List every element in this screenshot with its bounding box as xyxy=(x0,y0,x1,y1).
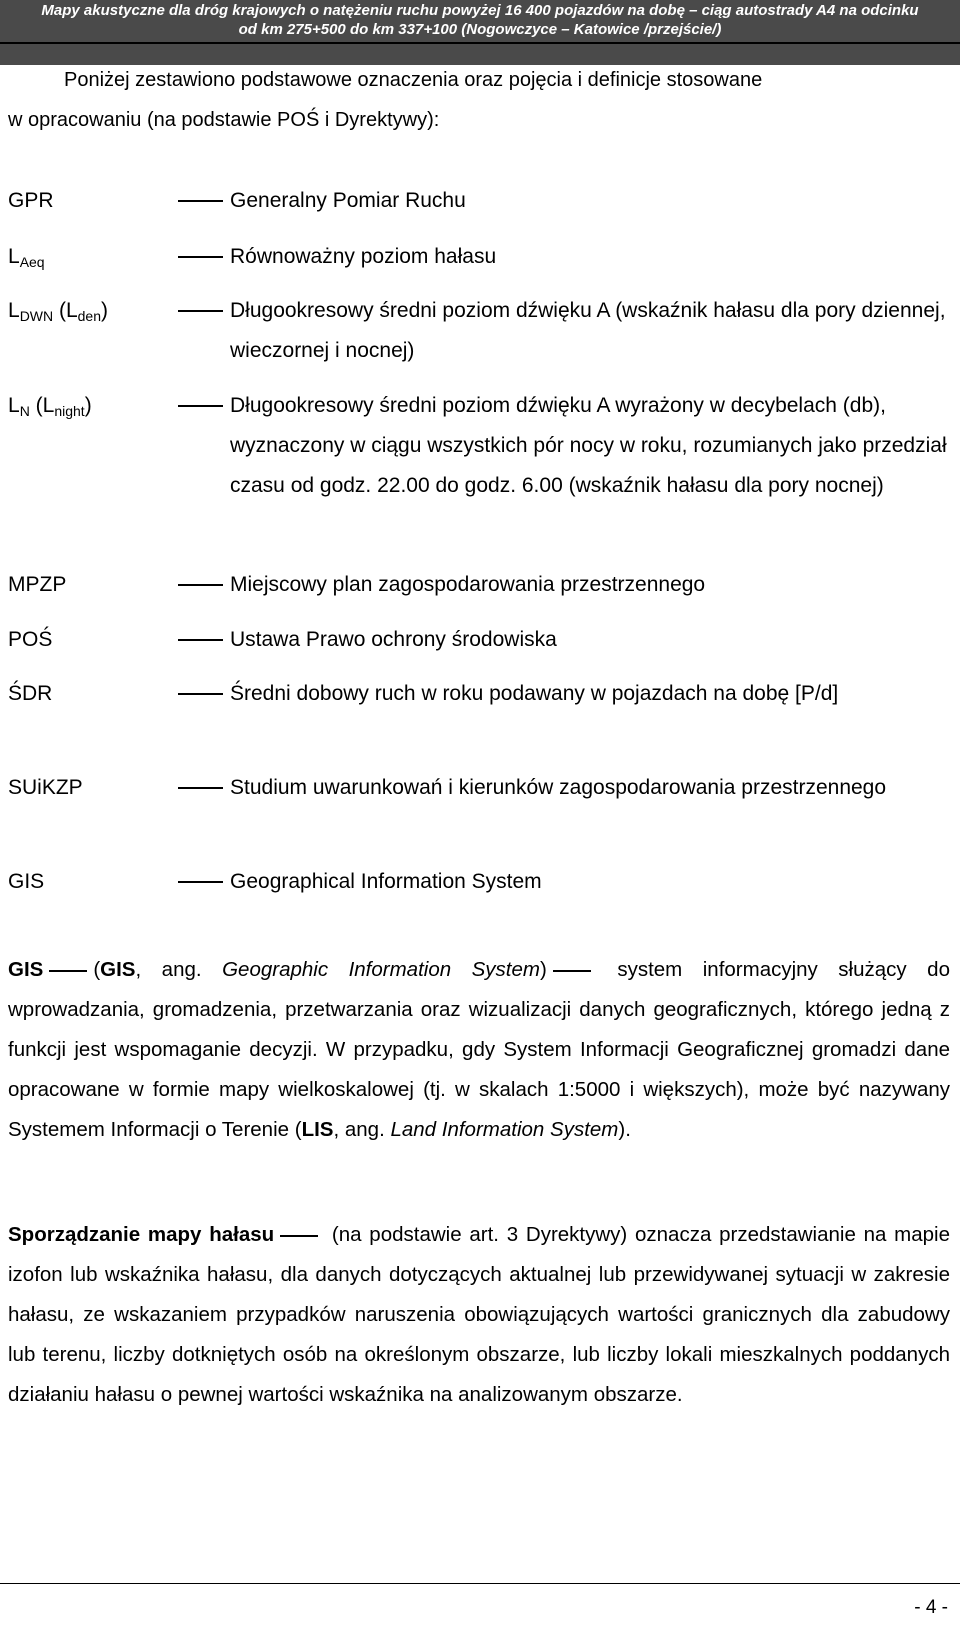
inline-dash xyxy=(553,970,591,972)
term-definition: Długookresowy średni poziom dźwięku A (wskaźnik hałasu dla pory dziennej, wieczornej i nocnej) xyxy=(230,299,946,362)
term-dash xyxy=(178,693,223,695)
term-label: $L_N$ $(L_{night})$ xyxy=(8,394,92,419)
term-definition: Równoważny poziom hałasu xyxy=(230,245,497,268)
term-definition: Studium uwarunkowań i kierunków zagospodarowania przestrzennego xyxy=(230,776,887,799)
noise-mapping-paragraph: Sporządzanie mapy hałasu (na podstawie art. 3 Dyrektywy) oznacza przedstawianie na mapie izofon lub wskaźnika hałasu, dla danych dotyczących aktualnej lub przewidywanej sytuacji w zakresie hałasu, ze wskazaniem przypadków naruszenia obowiązujących wartości granicznych dla zabudowy lub terenu, liczby dotkniętych osób na określonym obszarze, lub liczby lokali mieszkalnych poddanych działaniu hałasu o pewnej wartości wskaźnika na analizowanym obszarze. xyxy=(8,1223,951,1406)
inline-dash xyxy=(49,970,87,972)
header-title-line-1: Mapy akustyczne dla dróg krajowych o natężeniu ruchu powyżej 16 400 pojazdów na dobę – ciąg autostrady A4 na odcinku xyxy=(41,2,919,19)
gis-paragraph: GIS (GIS, ang. Geographic Information System) system informacyjny służący do wprowadzania, gromadzenia, przetwarzania oraz wizualizacji danych geograficznych, którego jedną z funkcji jest wspomaganie decyzji. W przypadku, gdy System Informacji Geograficznej gromadzi dane opracowane w formie mapy wielkoskalowej (tj. w skalach 1:5000 i większych), może być nazywany Systemem Informacji o Terenie (LIS, ang. Land Information System). xyxy=(8,958,950,1141)
intro-paragraph xyxy=(8,60,948,140)
noise-mapping-term: Sporządzanie mapy hałasu xyxy=(8,1223,275,1246)
term-label: GIS xyxy=(8,870,45,893)
header-rule xyxy=(0,42,960,44)
term-dash xyxy=(178,787,223,789)
term-dash xyxy=(178,881,223,883)
inline-dash xyxy=(280,1235,318,1237)
term-label: POŚ xyxy=(8,628,53,651)
term-dash xyxy=(178,584,223,586)
term-definition: Geographical Information System xyxy=(230,870,542,893)
term-label: $L_{DWN}$ $(L_{den})$ xyxy=(8,299,108,324)
term-definition: Miejscowy plan zagospodarowania przestrzennego xyxy=(230,573,706,596)
term-dash xyxy=(178,310,223,312)
term-dash xyxy=(178,200,223,202)
term-definition: Średni dobowy ruch w roku podawany w pojazdach na dobę [P/d] xyxy=(230,682,839,705)
header-title-line-2: od km 275+500 do km 337+100 (Nogowczyce – Katowice /przejście/) xyxy=(238,21,722,38)
term-label: SUiKZP xyxy=(8,776,83,799)
term-label: GPR xyxy=(8,189,54,212)
term-label: $L_{Aeq}$ xyxy=(8,245,45,270)
term-definition: Ustawa Prawo ochrony środowiska xyxy=(230,628,557,651)
page-number: - 4 - xyxy=(914,1597,948,1618)
term-definition: Generalny Pomiar Ruchu xyxy=(230,189,466,212)
term-dash xyxy=(178,405,223,407)
footer-rule xyxy=(0,1583,960,1584)
gis-term: GIS xyxy=(8,958,44,981)
term-dash xyxy=(178,639,223,641)
term-definition: Długookresowy średni poziom dźwięku A wyrażony w decybelach (db), wyznaczony w ciągu wszystkich pór nocy w roku, rozumianych jako przedział czasu od godz. 22.00 do godz. 6.00 (wskaźnik hałasu dla pory nocnej) xyxy=(230,394,947,497)
page-header xyxy=(0,0,960,65)
term-label: MPZP xyxy=(8,573,67,596)
intro-line-2: w opracowaniu (na podstawie POŚ i Dyrektywy): xyxy=(8,109,440,131)
term-label: ŚDR xyxy=(8,682,53,705)
term-dash xyxy=(178,256,223,258)
intro-line-1: Poniżej zestawiono podstawowe oznaczenia oraz pojęcia i definicje stosowane xyxy=(64,69,763,91)
